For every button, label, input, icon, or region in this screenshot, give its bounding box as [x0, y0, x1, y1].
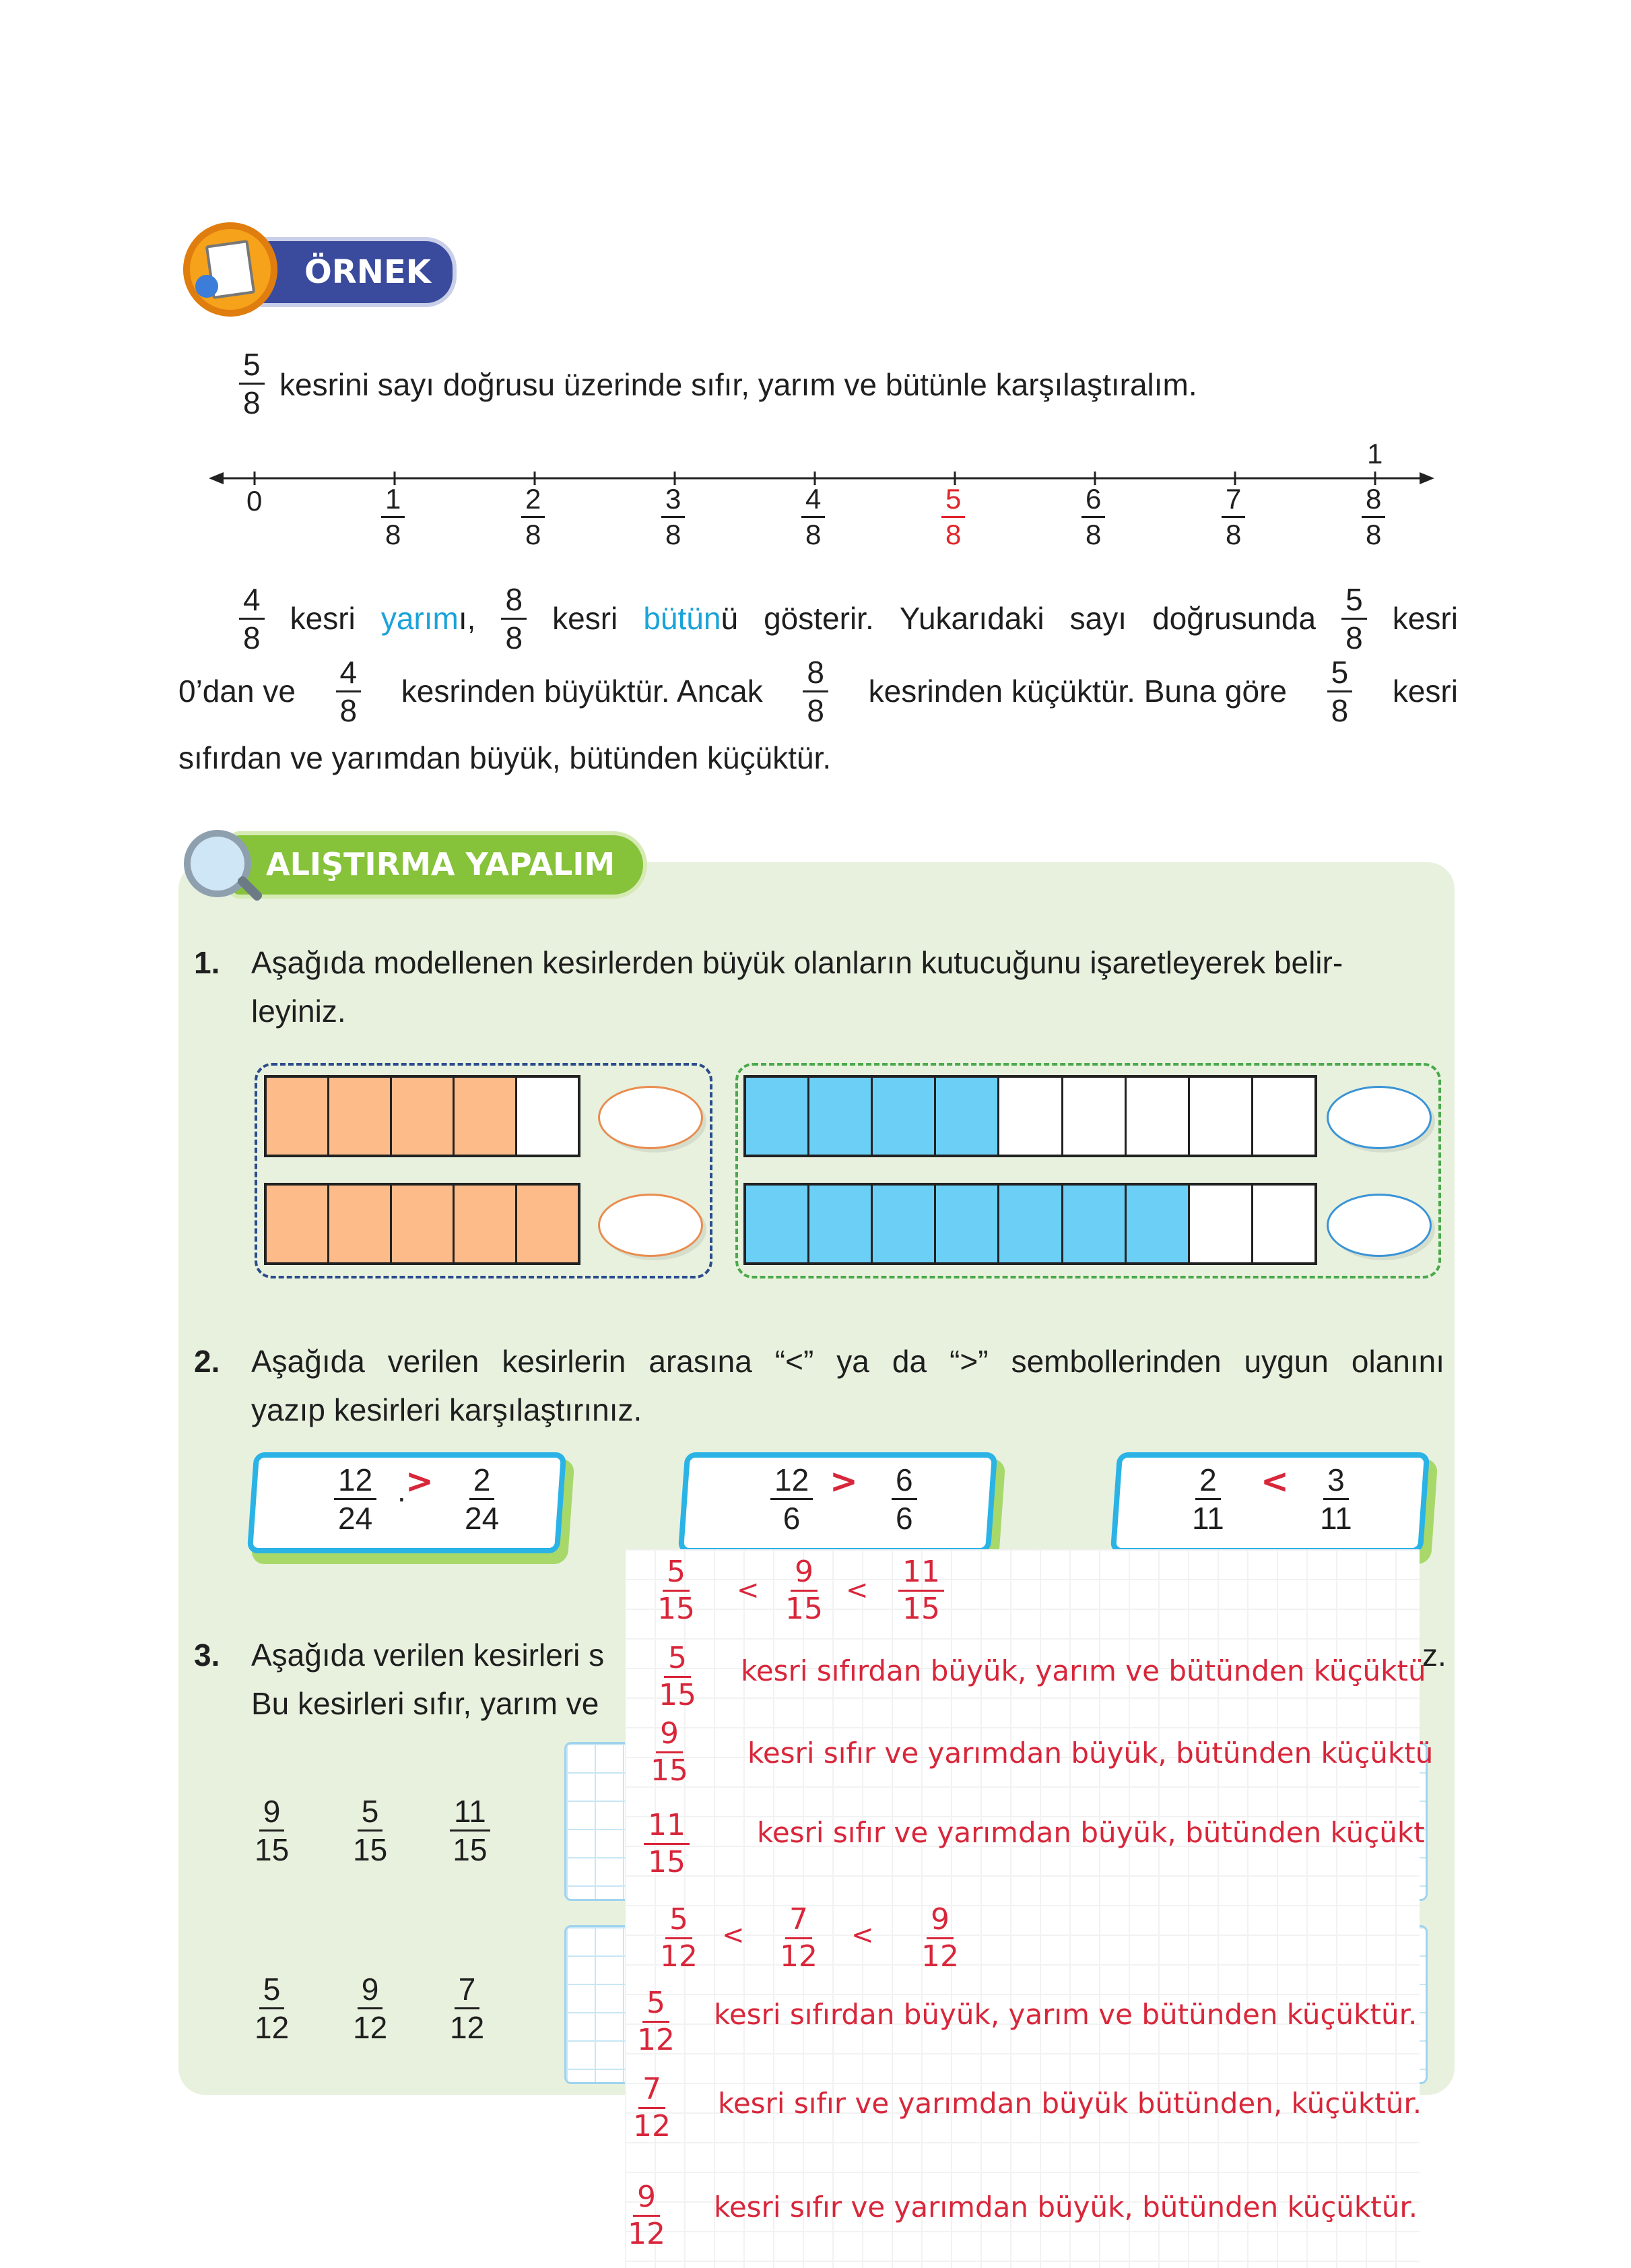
- ans-2-frac: [651, 1716, 688, 1788]
- tick-den: 8: [665, 519, 681, 550]
- frac-num: 8: [501, 584, 527, 620]
- card1-symbol: >: [405, 1462, 434, 1501]
- compare-card-2: [686, 1455, 1002, 1564]
- q1-line2: leyiniz.: [251, 994, 346, 1029]
- frac-num: 4: [336, 657, 362, 692]
- frac-num: 12: [770, 1464, 813, 1500]
- ans-lt-4: <: [851, 1920, 874, 1951]
- bar-cell-filled: [517, 1186, 578, 1262]
- line2-part-a: 0’dan ve: [178, 674, 296, 709]
- magnifier-icon: [184, 830, 251, 897]
- q1-number: 1.: [194, 945, 220, 980]
- frac-den: 24: [338, 1501, 373, 1536]
- frac-den: 8: [807, 692, 824, 728]
- ans-5-frac: [633, 2072, 671, 2143]
- bar-cell-filled: [809, 1078, 873, 1155]
- frac-den: 15: [657, 1592, 695, 1626]
- frac-num: 5: [663, 1557, 690, 1592]
- q2-line2: yazıp kesirleri karşılaştırınız.: [251, 1392, 642, 1427]
- frac-num: 11: [898, 1557, 944, 1592]
- tick-num: 7: [1222, 485, 1245, 518]
- word-yarimi: [381, 600, 476, 637]
- answer-oval-1[interactable]: [598, 1086, 703, 1149]
- q2-word: da: [892, 1344, 927, 1379]
- tick-den: 8: [385, 519, 401, 550]
- q1-line1: Aşağıda modellenen kesirlerden büyük olanların kutucuğunu işaretleyerek belir-: [251, 945, 1343, 980]
- line2-part-d: kesri: [1392, 674, 1458, 709]
- bar-cell-empty: [1253, 1186, 1314, 1262]
- frac-den: 8: [243, 620, 261, 655]
- q2-word: uygun: [1244, 1344, 1329, 1379]
- frac-den: 11: [1320, 1501, 1352, 1536]
- word-gosterir: gösterir.: [764, 601, 874, 636]
- compare-card-3: [1118, 1455, 1434, 1564]
- frac-num: 7: [638, 2075, 665, 2109]
- ans-lt-1: <: [737, 1575, 760, 1606]
- card2-left-frac: [770, 1464, 813, 1534]
- compare-card-1: [255, 1455, 571, 1564]
- frac-den: 15: [255, 1832, 290, 1867]
- tick-num: 3: [661, 485, 685, 518]
- frac-den: 12: [780, 1939, 818, 1974]
- bar-cell-filled: [809, 1186, 873, 1262]
- frac-num: 9: [927, 1905, 954, 1939]
- ans-order2-frac-3: [921, 1902, 959, 1974]
- tick-fraction-7: [1222, 485, 1245, 549]
- frac-num: 3: [1323, 1464, 1349, 1500]
- frac-4-8-b: [336, 654, 362, 728]
- tick-num: 1: [381, 485, 405, 518]
- frac-den: 6: [783, 1501, 801, 1536]
- intro-fraction-num: 5: [239, 349, 265, 385]
- frac-den: 12: [353, 2010, 388, 2045]
- tick-num: 5: [941, 485, 965, 518]
- frac-num: 4: [239, 584, 265, 620]
- tick-fraction-5-highlight: [941, 485, 965, 549]
- frac-den: 8: [339, 692, 358, 728]
- q3-line2: Bu kesirleri sıfır, yarım ve: [251, 1686, 599, 1721]
- line2-part-b: kesrinden büyüktür. Ancak: [401, 674, 763, 709]
- frac-num: 5: [665, 1905, 692, 1939]
- frac-num: 11: [450, 1796, 490, 1832]
- tick-fraction-3: [661, 485, 685, 549]
- q3-group2-frac-2: [353, 1974, 387, 2043]
- ans-order1-frac-1: [657, 1557, 695, 1624]
- ans-3-text: kesri sıfır ve yarımdan büyük, bütünden küçükt: [757, 1816, 1425, 1849]
- card3-symbol: <: [1261, 1462, 1289, 1501]
- example-badge: [183, 222, 453, 317]
- ans-lt-3: <: [722, 1920, 745, 1951]
- tick-fraction-4: [801, 485, 825, 549]
- frac-num: 5: [358, 1796, 383, 1832]
- frac-den: 15: [659, 1678, 696, 1712]
- q3-group1-frac-2: [353, 1796, 387, 1865]
- frac-num: 5: [642, 1988, 669, 2023]
- bar-cell-filled: [1063, 1186, 1127, 1262]
- frac-num: 2: [1195, 1464, 1221, 1500]
- word-yukaridaki: Yukarıdaki: [899, 601, 1044, 636]
- bar-cell-filled: [1127, 1186, 1190, 1262]
- q2-word: “<”: [774, 1344, 814, 1379]
- q3-group2-frac-3: [450, 1974, 484, 2043]
- ans-5-text: kesri sıfır ve yarımdan büyük bütünden, küçüktür.: [718, 2087, 1422, 2120]
- intro-fraction-den: 8: [243, 385, 261, 420]
- q2-word: olanını: [1351, 1344, 1444, 1379]
- word-yarim-accent: yarım: [380, 601, 459, 636]
- model-bar-blue-1: [743, 1075, 1317, 1157]
- frac-num: 9: [791, 1557, 818, 1592]
- bar-cell-empty: [1190, 1078, 1253, 1155]
- frac-den: 15: [353, 1832, 388, 1867]
- answer-oval-4[interactable]: [1327, 1194, 1432, 1257]
- frac-5-8-b: [1327, 654, 1353, 728]
- number-line-zero: 0: [246, 485, 263, 517]
- frac-num: 9: [633, 2182, 660, 2217]
- frac-num: 9: [656, 1719, 683, 1753]
- frac-num: 5: [1341, 584, 1367, 620]
- bar-cell-empty: [517, 1078, 578, 1155]
- tick-num: 2: [521, 485, 545, 518]
- frac-num: 7: [785, 1905, 812, 1939]
- frac-den: 15: [902, 1592, 940, 1626]
- tick-num: 6: [1081, 485, 1105, 518]
- frac-den: 12: [921, 1939, 959, 1974]
- word-butun-accent: bütün: [643, 601, 721, 636]
- number-line: [209, 438, 1434, 559]
- bar-cell-filled: [999, 1186, 1063, 1262]
- bar-cell-filled: [392, 1186, 455, 1262]
- example-badge-label: ÖRNEK: [304, 253, 431, 291]
- ans-order1-frac-3: [898, 1557, 944, 1624]
- q2-word: kesirlerin: [502, 1344, 626, 1379]
- tick-den: 8: [1086, 519, 1102, 550]
- card1-dot: .: [397, 1473, 406, 1508]
- ans-6-frac: [628, 2182, 665, 2249]
- exercise-badge: [178, 827, 650, 908]
- frac-den: 8: [505, 620, 523, 655]
- bar-cell-filled: [329, 1186, 392, 1262]
- ans-lt-2: <: [846, 1575, 869, 1606]
- q2-word: verilen: [387, 1344, 479, 1379]
- answer-oval-2[interactable]: [598, 1194, 703, 1257]
- tick-num: 4: [801, 485, 825, 518]
- word-suffix-u: ü: [721, 601, 739, 636]
- bar-cell-filled: [392, 1078, 455, 1155]
- tick-num: 8: [1362, 485, 1385, 518]
- bar-cell-empty: [1190, 1186, 1253, 1262]
- ans-1-text: kesri sıfırdan büyük, yarım ve bütünden küçüktü: [741, 1654, 1426, 1687]
- frac-num: 6: [892, 1464, 917, 1500]
- frac-den: 12: [633, 2109, 671, 2143]
- frac-den: 8: [1331, 692, 1349, 728]
- clipboard-icon: [183, 222, 277, 317]
- frac-num: 8: [803, 657, 828, 692]
- q3-line1: Aşağıda verilen kesirleri s: [251, 1638, 605, 1673]
- number-line-one: 1: [1367, 438, 1383, 469]
- bar-cell-empty: [999, 1078, 1063, 1155]
- frac-4-8: [239, 581, 265, 655]
- tick-den: 8: [945, 519, 962, 550]
- bar-cell-filled: [936, 1186, 999, 1262]
- q3-number: 3.: [194, 1638, 220, 1673]
- frac-den: 8: [1345, 620, 1363, 655]
- explanation-line-1: [239, 581, 1458, 655]
- frac-num: 7: [455, 1974, 480, 2009]
- frac-num: 9: [259, 1796, 285, 1832]
- frac-num: 2: [469, 1464, 495, 1500]
- tick-den: 8: [525, 519, 541, 550]
- card2-symbol: >: [830, 1462, 858, 1501]
- frac-den: 11: [1192, 1501, 1224, 1536]
- bar-cell-empty: [1127, 1078, 1190, 1155]
- frac-8-8-b: [803, 654, 828, 728]
- model-bar-orange-1: [264, 1075, 580, 1157]
- tick-fraction-1: [381, 485, 405, 549]
- model-bar-orange-2: [264, 1183, 580, 1265]
- frac-den: 12: [255, 2010, 290, 2045]
- card2-right-frac: [892, 1464, 917, 1534]
- intro-fraction: [239, 349, 265, 418]
- card3-left-frac: [1192, 1464, 1224, 1534]
- bar-cell-empty: [1253, 1078, 1314, 1155]
- ans-order2-frac-2: [780, 1902, 818, 1974]
- bar-cell-filled: [455, 1186, 517, 1262]
- ans-4-frac: [637, 1988, 675, 2055]
- word-dogrusunda: doğrusunda: [1152, 601, 1317, 636]
- frac-den: 15: [785, 1592, 823, 1626]
- frac-num: 5: [664, 1644, 691, 1678]
- q2-word: “>”: [950, 1344, 989, 1379]
- card1-right-frac: [465, 1464, 499, 1534]
- q2-number: 2.: [194, 1344, 220, 1379]
- frac-den: 6: [896, 1501, 913, 1536]
- frac-5-8: [1341, 581, 1367, 655]
- frac-num: 12: [334, 1464, 376, 1500]
- ans-1-frac: [659, 1641, 696, 1712]
- q2-word: sembollerinden: [1011, 1344, 1222, 1379]
- tick-fraction-8: [1362, 485, 1385, 549]
- word-sayi: sayı: [1069, 601, 1127, 636]
- q2-word: ya: [836, 1344, 869, 1379]
- card1-left-frac: [334, 1464, 376, 1534]
- word-kesri: kesri: [290, 601, 356, 636]
- tick-den: 8: [805, 519, 822, 550]
- tick-fraction-6: [1081, 485, 1105, 549]
- explanation-line-2: [178, 654, 1458, 728]
- ans-4-text: kesri sıfırdan büyük, yarım ve bütünden küçüktür.: [714, 1998, 1418, 2031]
- frac-den: 15: [648, 1845, 686, 1879]
- q2-word: Aşağıda: [251, 1344, 365, 1379]
- frac-den: 12: [637, 2023, 675, 2057]
- bar-cell-filled: [936, 1078, 999, 1155]
- explanation-line-3: sıfırdan ve yarımdan büyük, bütünden küçüktür.: [178, 740, 832, 775]
- frac-num: 11: [644, 1811, 690, 1845]
- ans-6-text: kesri sıfır ve yarımdan büyük, bütünden küçüktür.: [714, 2191, 1418, 2224]
- frac-den: 12: [450, 2010, 485, 2045]
- ans-order1-frac-2: [785, 1557, 823, 1624]
- word-kesri-2: kesri: [552, 601, 618, 636]
- bar-cell-filled: [873, 1078, 936, 1155]
- exercise-badge-label: ALIŞTIRMA YAPALIM: [266, 846, 615, 882]
- frac-num: 5: [1327, 657, 1353, 692]
- intro-text: kesrini sayı doğrusu üzerinde sıfır, yarım ve bütünle karşılaştıralım.: [279, 367, 1197, 402]
- answer-oval-3[interactable]: [1327, 1086, 1432, 1149]
- frac-den: 15: [651, 1753, 688, 1788]
- tick-den: 8: [1226, 519, 1242, 550]
- bar-cell-filled: [267, 1186, 329, 1262]
- bar-cell-filled: [267, 1078, 329, 1155]
- frac-den: 24: [465, 1501, 500, 1536]
- bar-cell-filled: [329, 1078, 392, 1155]
- word-kesri-3: kesri: [1392, 601, 1458, 636]
- model-bar-blue-2: [743, 1183, 1317, 1265]
- q3-line1-end: z.: [1422, 1638, 1446, 1673]
- q3-group2-frac-1: [255, 1974, 289, 2043]
- bar-cell-filled: [746, 1078, 809, 1155]
- bar-cell-empty: [1063, 1078, 1127, 1155]
- bar-cell-filled: [746, 1186, 809, 1262]
- q3-group1-frac-3: [450, 1796, 490, 1865]
- ans-order2-frac-1: [660, 1902, 698, 1974]
- word-suffix-i: ı,: [458, 601, 476, 636]
- tick-den: 8: [1366, 519, 1382, 550]
- tick-fraction-2: [521, 485, 545, 549]
- bar-cell-filled: [455, 1078, 517, 1155]
- frac-den: 12: [628, 2217, 665, 2251]
- frac-8-8: [501, 581, 527, 655]
- q2-line1: [251, 1343, 1444, 1380]
- frac-den: 12: [660, 1939, 698, 1974]
- bar-cell-filled: [873, 1186, 936, 1262]
- frac-num: 5: [259, 1974, 285, 2009]
- ans-3-frac: [644, 1808, 690, 1879]
- line2-part-c: kesrinden küçüktür. Buna göre: [868, 674, 1287, 709]
- ans-2-text: kesri sıfır ve yarımdan büyük, bütünden küçüktü: [747, 1737, 1434, 1770]
- frac-num: 9: [358, 1974, 383, 2009]
- card3-right-frac: [1320, 1464, 1352, 1534]
- q3-group1-frac-1: [255, 1796, 289, 1865]
- frac-den: 15: [453, 1832, 488, 1867]
- word-butunu: [643, 600, 738, 637]
- q2-word: arasına: [648, 1344, 752, 1379]
